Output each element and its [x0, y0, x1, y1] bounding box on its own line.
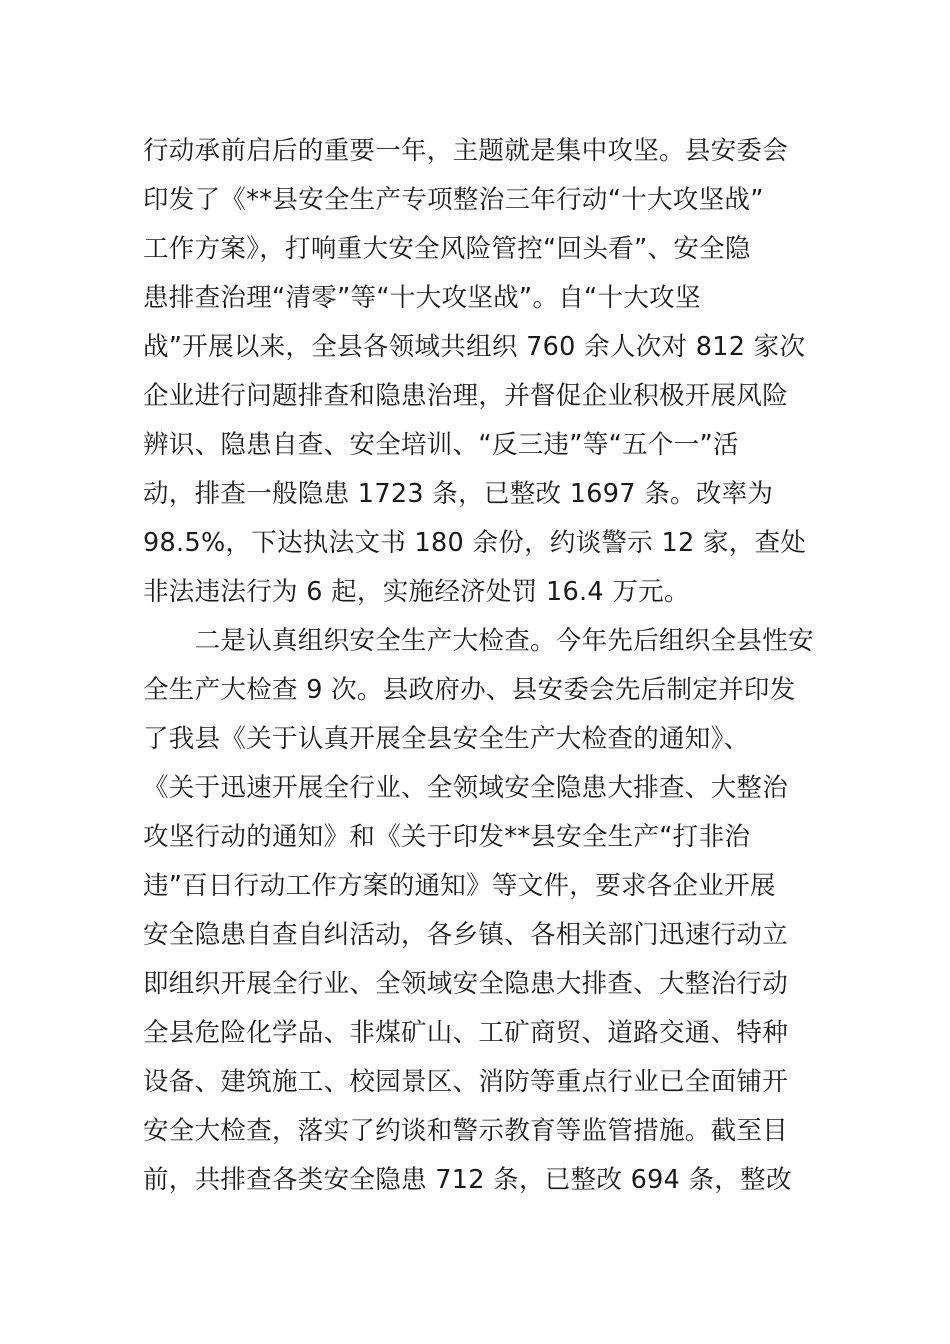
text-line: 辨识、隐患自查、安全培训、“反三违”等“五个一”活 — [143, 430, 739, 460]
text-line: 战”开展以来，全县各领域共组织 760 余人次对 812 家次 — [143, 332, 806, 362]
text-line: 动，排查一般隐患 1723 条，已整改 1697 条。改率为 — [143, 479, 774, 509]
text-line: 安全隐患自查自纠活动，各乡镇、各相关部门迅速行动立 — [143, 920, 789, 950]
text-line: 二是认真组织安全生产大检查。今年先后组织全县性安 — [143, 626, 814, 656]
text-line: 98.5%，下达执法文书 180 余份，约谈警示 12 家，查处 — [143, 528, 807, 558]
text-line: 违”百日行动工作方案的通知》等文件，要求各企业开展 — [143, 871, 776, 901]
text-line: 即组织开展全行业、全领域安全隐患大排查、大整治行动 — [143, 969, 789, 999]
text-line: 攻坚行动的通知》和《关于印发**县安全生产“打非治 — [143, 822, 751, 852]
text-line: 患排查治理“清零”等“十大攻坚战”。自“十大攻坚 — [143, 283, 701, 313]
text-line: 前，共排查各类安全隐患 712 条，已整改 694 条，整改 — [143, 1165, 792, 1195]
text-line: 全县危险化学品、非煤矿山、工矿商贸、道路交通、特种 — [143, 1018, 789, 1048]
text-line: 《关于迅速开展全行业、全领域安全隐患大排查、大整治 — [143, 773, 789, 803]
text-line: 行动承前启后的重要一年，主题就是集中攻坚。县安委会 — [143, 136, 789, 166]
text-line: 全生产大检查 9 次。县政府办、县安委会先后制定并印发 — [143, 675, 796, 705]
text-line: 了我县《关于认真开展全县安全生产大检查的通知》、 — [143, 724, 750, 754]
text-line: 印发了《**县安全生产专项整治三年行动“十大攻坚战” — [143, 185, 764, 215]
text-line: 非法违法行为 6 起，实施经济处罚 16.4 万元。 — [143, 577, 690, 607]
text-line: 安全大检查，落实了约谈和警示教育等监管措施。截至目 — [143, 1116, 789, 1146]
text-line: 企业进行问题排查和隐患治理，并督促企业积极开展风险 — [143, 381, 789, 411]
text-line: 设备、建筑施工、校园景区、消防等重点行业已全面铺开 — [143, 1067, 789, 1097]
text-line: 工作方案》，打响重大安全风险管控“回头看”、安全隐 — [143, 234, 751, 264]
